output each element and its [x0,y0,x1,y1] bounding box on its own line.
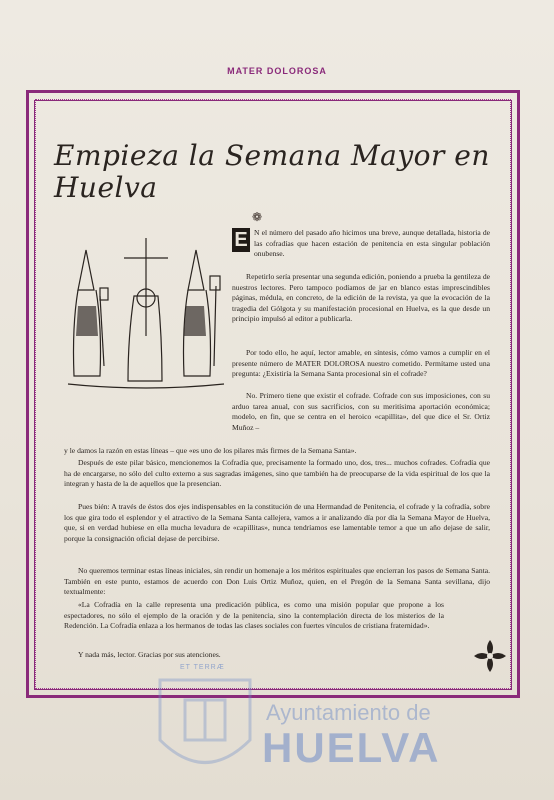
watermark-seal-icon [150,660,260,790]
floral-vignette-icon [470,636,510,676]
drop-cap: E [232,228,250,252]
article-title: Empieza la Semana Mayor en Huelva [54,139,490,204]
closing-paragraph: Y nada más, lector. Gracias por sus atenciones. [78,650,221,659]
paragraph-8: No queremos terminar estas líneas iniciales, sin rendir un homenaje a los méritos espirituales que encierran los pasos de Semana Santa. También en este punto, estamos de acuerdo con Don Luis Ortiz Muñoz, quien, en el Pregón de la Semana Santa sevillana, dijo textualmente: [64,566,490,597]
nazarenos-illustration [64,236,228,396]
running-head: MATER DOLOROSA [227,66,327,76]
paragraph-6: Después de este pilar básico, mencionemos la Cofradía que, precisamente la formado uno, dos, tres... muchos cofrades. Cofradía que ha de encargarse, no sólo del culto externo a sus sagradas imágenes, sino que también ha de preocuparse de la vida espiritual de los que la integran y hasta de la de aquellos que la presencian. [64,458,490,489]
paragraph-4: No. Primero tiene que existir el cofrade. Cofrade con sus imposiciones, con su arduo tarea anual, con sus sacrificios, con su meritísima aportación económica; modelo, en fin, que se centra en el heroico «capillita», del que dice el Sr. Ortiz Muñoz – [232,391,490,432]
watermark-seal-text: ET TERRÆ [180,664,225,671]
paragraph-2: Repetirlo sería presentar una segunda edición, poniendo a prueba la gentileza de nuestros lectores. Pero tampoco podíamos de jar en blanco estas imprescindibles páginas, médula, en concreto, de la edición de la revista, ya que la evocación de la tragedia del Gólgota y su manifestación procesional en Huelva, es la que desde un principio impulsó al editor a publicarla. [232,272,490,324]
paragraph-5: y le damos la razón en estas líneas – que «es uno de los pilares más firmes de la Semana Santa». [64,446,357,455]
paragraph-7: Pues bién: A través de éstos dos ejes indispensables en la constitución de una Hermandad de Penitencia, el cofrade y la cofradía, sobre los que gira todo el esplendor y el atractivo de la Semana Santa callejera, vamos a ir analizando día por día la Semana Mayor de Huelva, que, si en verdad hubiese en ella mucha levadura de «capillitas», nunca tendríamos ese lamentable temor a que un año dejase de salir, porque la consignación oficial dejase de percibirse. [64,502,490,543]
paragraph-3: Por todo ello, he aquí, lector amable, en síntesis, cómo vamos a cumplir en el presente número de MATER DOLOROSA nuestro cometido. Permítame usted una pregunta: ¿Existiría la Semana Santa procesional sin el cofrade? [232,348,490,379]
flower-ornament-icon: ❁ [252,210,263,224]
watermark-line-1: Ayuntamiento de [266,700,431,725]
watermark-line-2: HUELVA [262,724,441,771]
quote-paragraph: «La Cofradía en la calle representa una predicación pública, es como una misión popular que propone a los espectadores, no sólo el ejemplo de la oración y de la penitencia, sino la contemplación directa de los misterios de la Redención. La Cofradía enlaza a los hermanos de todas las clases sociales con fuertes vínculos de cristiana fraternidad». [64,600,444,631]
paragraph-1: N el número del pasado año hicimos una breve, aunque detallada, historia de las cofradías que hacen estación de penitencia en esta singular población onubense. [254,228,490,259]
